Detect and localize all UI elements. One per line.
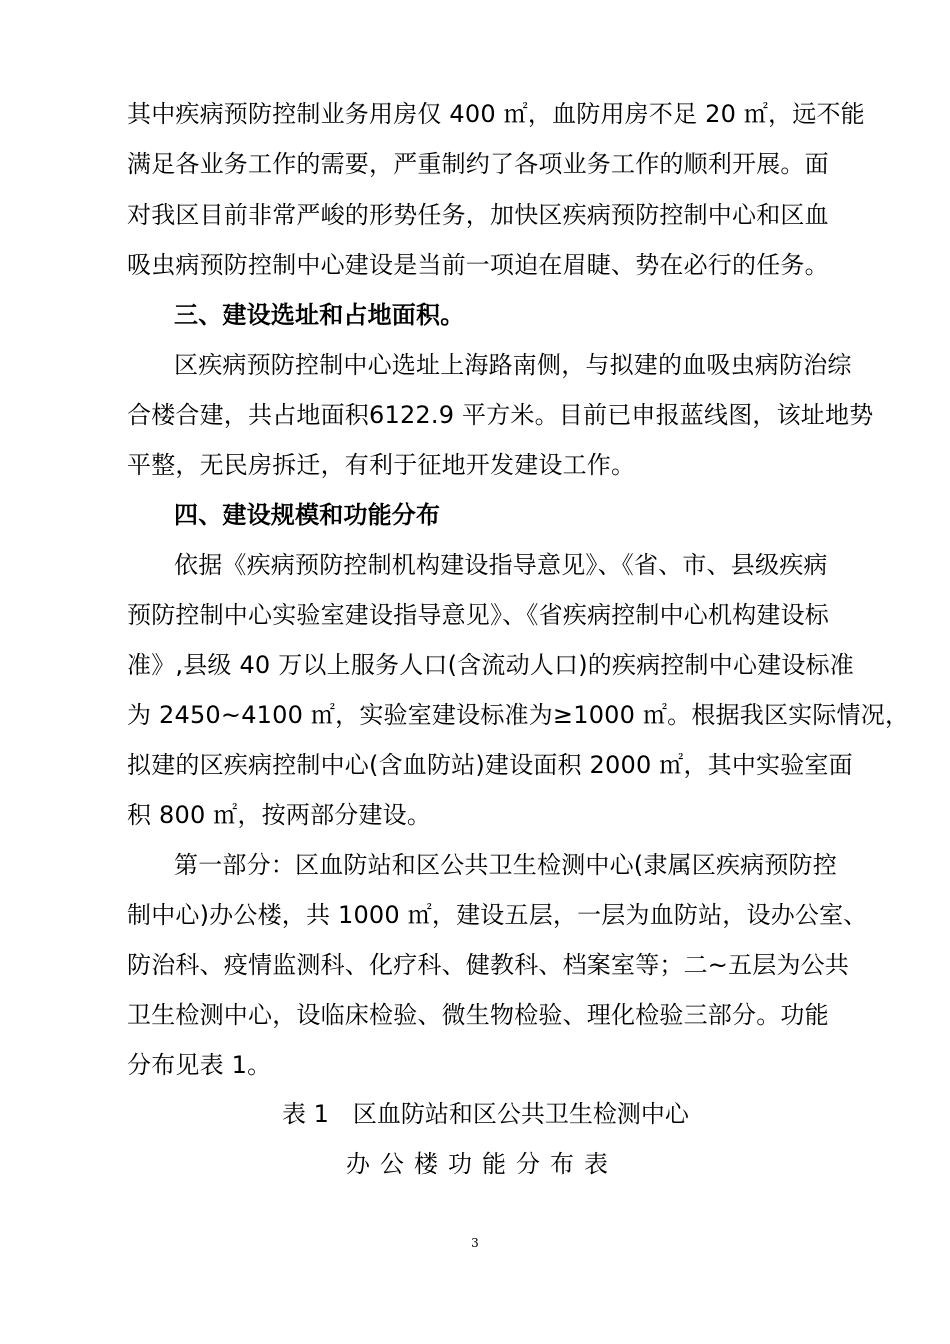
table-caption-subtitle: 办公楼功能分布表 [346, 1150, 618, 1178]
section-heading: 三、建设选址和占地面积。 [174, 301, 465, 329]
paragraph-line: 拟建的区疾病控制中心(含血防站)建设面积 2000 ㎡，其中实验室面 [127, 751, 853, 779]
table-caption: 表 1 区血防站和区公共卫生检测中心 [282, 1100, 689, 1128]
paragraph-line: 合楼合建，共占地面积6122.9 平方米。目前已申报蓝线图，该址地势 [127, 401, 874, 429]
paragraph-line: 准》,县级 40 万以上服务人口(含流动人口)的疾病控制中心建设标准 [127, 651, 854, 679]
paragraph-line: 平整，无民房拆迁，有利于征地开发建设工作。 [127, 451, 636, 479]
paragraph-line: 依据《疾病预防控制机构建设指导意见》、《省、市、县级疾病 [174, 551, 828, 579]
paragraph-line: 防治科、疫情监测科、化疗科、健教科、档案室等；二~五层为公共 [127, 951, 850, 979]
paragraph-line: 预防控制中心实验室建设指导意见》、《省疾病控制中心机构建设标 [127, 601, 829, 629]
paragraph-line: 积 800 ㎡，按两部分建设。 [127, 801, 432, 829]
paragraph-line: 区疾病预防控制中心选址上海路南侧，与拟建的血吸虫病防治综 [174, 351, 852, 379]
paragraph-line: 为 2450~4100 ㎡，实验室建设标准为≥1000 ㎡。根据我区实际情况， [127, 701, 910, 729]
paragraph-line: 第一部分：区血防站和区公共卫生检测中心(隶属区疾病预防控 [174, 851, 837, 879]
page-number: 3 [471, 1236, 479, 1250]
paragraph-line: 满足各业务工作的需要，严重制约了各项业务工作的顺利开展。面 [127, 150, 829, 178]
paragraph-line: 分布见表 1。 [127, 1051, 272, 1079]
section-heading: 四、建设规模和功能分布 [174, 501, 441, 529]
paragraph-line: 吸虫病预防控制中心建设是当前一项迫在眉睫、势在必行的任务。 [127, 251, 829, 279]
paragraph-line: 卫生检测中心，设临床检验、微生物检验、理化检验三部分。功能 [127, 1001, 829, 1029]
paragraph-line: 制中心)办公楼，共 1000 ㎡，建设五层，一层为血防站，设办公室、 [127, 901, 868, 929]
paragraph-line: 其中疾病预防控制业务用房仅 400 ㎡，血防用房不足 20 ㎡，远不能 [127, 100, 865, 128]
paragraph-line: 对我区目前非常严峻的形势任务，加快区疾病预防控制中心和区血 [127, 201, 829, 229]
